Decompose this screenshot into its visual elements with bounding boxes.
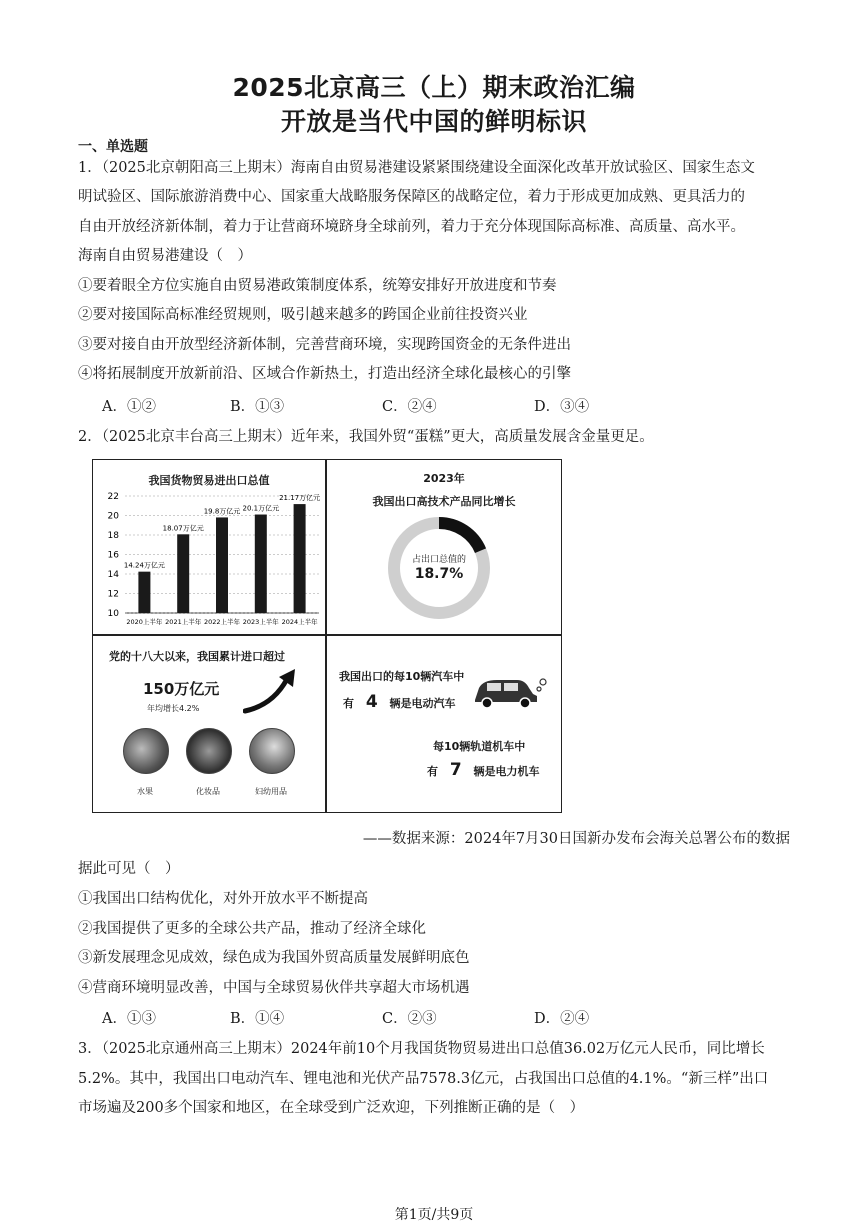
- q2-prompt: 据此可见（ ）: [78, 861, 180, 877]
- bar-data-label: 20.1万亿元: [242, 504, 280, 513]
- x-category-label: 2023上半年: [242, 618, 279, 626]
- page-title: 2025北京高三（上）期末政治汇编: [232, 73, 636, 102]
- data-source: ——数据来源：2024年7月30日国新办发布会海关总署公布的数据: [362, 831, 790, 847]
- imports-amount: 150万亿元: [143, 680, 220, 698]
- q1-option-d[interactable]: D．③④: [534, 399, 590, 415]
- trade-infographic: [92, 459, 562, 813]
- electric-car-icon: [471, 672, 551, 712]
- q1-statement: ②要对接国际高标准经贸规则，吸引越来越多的跨国企业前往投资兴业: [78, 307, 528, 323]
- x-category-label: 2022上半年: [203, 618, 241, 626]
- q1-statement: ③要对接自由开放型经济新体制，完善营商环境，实现跨国资金的无条件进出: [78, 337, 571, 353]
- donut-year: 2023年: [423, 472, 465, 485]
- bar-data-label: 19.8万亿元: [203, 507, 241, 516]
- q2-stem: 2．（2025北京丰台高三上期末）近年来，我国外贸“蛋糕”更大，高质量发展含金量更足。: [78, 429, 654, 445]
- imports-title: 党的十八大以来，我国累计进口超过: [109, 650, 285, 663]
- page-number: 第1页/共9页: [394, 1207, 474, 1223]
- page-subtitle: 开放是当代中国的鲜明标识: [280, 107, 587, 136]
- q2-option-b[interactable]: B．①④: [230, 1011, 285, 1027]
- q2-option-c[interactable]: C．②③: [382, 1011, 437, 1027]
- x-category-label: 2020上半年: [126, 618, 163, 626]
- bar: [138, 572, 150, 613]
- rail-post: 辆是电力机车: [473, 765, 540, 778]
- donut-title: 我国出口高技术产品同比增长: [372, 495, 516, 508]
- chart-title: 我国货物贸易进出口总值: [148, 474, 270, 487]
- y-tick-label: 10: [107, 609, 119, 619]
- donut-center-label: 占出口总值的: [411, 555, 466, 565]
- baby-products-icon: [249, 728, 295, 774]
- fruit-icon: [123, 728, 169, 774]
- y-tick-label: 22: [107, 492, 119, 502]
- y-tick-label: 20: [107, 511, 119, 522]
- rail-line2: [427, 760, 540, 780]
- q2-statement: ③新发展理念见成效，绿色成为我国外贸高质量发展鲜明底色: [78, 950, 470, 966]
- bar-data-label: 14.24万亿元: [123, 561, 165, 570]
- imports-growth: 年均增长4.2%: [147, 704, 200, 713]
- icon-label: 化妆品: [196, 787, 220, 796]
- q2-statement: ④营商环境明显改善，中国与全球贸易伙伴共享超大市场机遇: [78, 980, 470, 996]
- q1-option-b[interactable]: B．①③: [230, 399, 285, 415]
- ev-line2: [343, 692, 456, 712]
- q1-option-c[interactable]: C．②④: [382, 399, 437, 415]
- rail-pre: 有: [427, 765, 438, 778]
- rail-number: 7: [449, 760, 462, 780]
- bar-data-label: 18.07万亿元: [162, 524, 204, 533]
- q1-statement: ④将拓展制度开放新前沿、区域合作新热土，打造出经济全球化最核心的引擎: [78, 366, 571, 382]
- y-tick-label: 18: [107, 531, 119, 541]
- q1-option-a[interactable]: A．①②: [102, 399, 156, 415]
- ev-number: 4: [365, 692, 378, 712]
- q1-statement: ①要着眼全方位实施自由贸易港政策制度体系，统筹安排好开放进度和节奏: [78, 278, 557, 294]
- rail-line1: 每10辆轨道机车中: [433, 740, 526, 753]
- growth-arrow-icon: [243, 665, 303, 715]
- q1-stem-line: 明试验区、国际旅游消费中心、国家重大战略服务保障区的战略定位，着力于形成更加成熟、更具活力的: [78, 189, 745, 205]
- section-heading: 一、单选题: [78, 139, 148, 155]
- q3-stem-line: 市场遍及200多个国家和地区，在全球受到广泛欢迎，下列推断正确的是（ ）: [78, 1100, 585, 1116]
- q2-option-d[interactable]: D．②④: [534, 1011, 590, 1027]
- bar: [255, 515, 267, 613]
- y-tick-label: 16: [107, 550, 119, 561]
- bar: [294, 504, 306, 613]
- cosmetics-icon: [186, 728, 232, 774]
- q3-stem-line: 3．（2025北京通州高三上期末）2024年前10个月我国货物贸易进出口总值36.02万亿元人民币，同比增长: [78, 1041, 765, 1057]
- q3-stem-line: 5.2%。其中，我国出口电动汽车、锂电池和光伏产品7578.3亿元，占我国出口总值的4.1%。“新三样”出口: [78, 1071, 769, 1087]
- q2-statement: ①我国出口结构优化，对外开放水平不断提高: [78, 891, 368, 907]
- donut-share-arc: [439, 523, 481, 551]
- x-category-label: 2024上半年: [281, 618, 318, 626]
- q2-statement: ②我国提供了更多的全球公共产品，推动了经济全球化: [78, 921, 426, 937]
- x-category-label: 2021上半年: [165, 618, 202, 626]
- bar-data-label: 21.17万亿元: [279, 494, 321, 503]
- y-tick-label: 14: [107, 570, 119, 580]
- ev-post: 辆是电动汽车: [389, 697, 456, 710]
- trade-bar-chart: [93, 460, 325, 634]
- icon-label: 妇幼用品: [255, 787, 287, 796]
- q1-stem-line: 自由开放经济新体制，着力于让营商环境跻身全球前列，着力于充分体现国际高标准、高质量、高水平。: [78, 219, 745, 235]
- q1-stem-line: 海南自由贸易港建设（ ）: [78, 248, 252, 264]
- q2-option-a[interactable]: A．①③: [102, 1011, 156, 1027]
- y-tick-label: 12: [107, 589, 119, 600]
- ev-pre: 有: [343, 697, 354, 710]
- q1-stem-line: 1．（2025北京朝阳高三上期末）海南自由贸易港建设紧紧围绕建设全面深化改革开放试验区、国家生态文: [78, 160, 755, 176]
- bar: [177, 534, 189, 613]
- ev-line1: 我国出口的每10辆汽车中: [339, 670, 465, 683]
- donut-center-value: 18.7%: [414, 566, 464, 582]
- bar: [216, 517, 228, 613]
- icon-label: 水果: [137, 787, 153, 796]
